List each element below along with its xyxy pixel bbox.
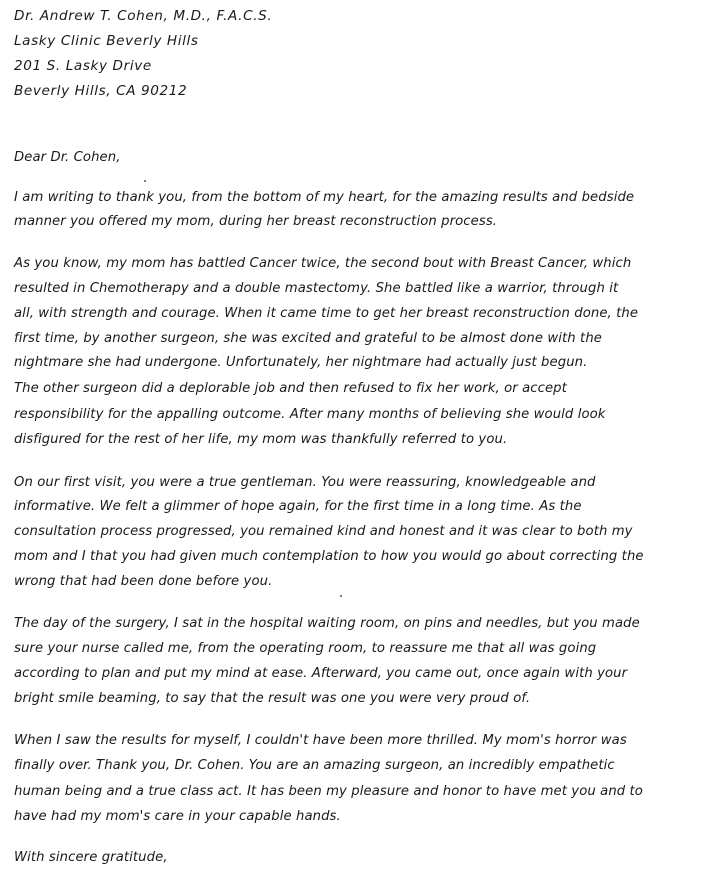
- paragraph-line: resulted in Chemotherapy and a double mastectomy. She battled like a warrior, through it: [14, 281, 619, 296]
- paragraph-line: When I saw the results for myself, I couldn't have been more thrilled. My mom's horror was: [14, 733, 627, 748]
- paragraph-line: nightmare she had undergone. Unfortunately, her nightmare had actually just begun.: [14, 355, 588, 370]
- paragraph-line: responsibility for the appalling outcome. After many months of believing she would look: [14, 407, 606, 422]
- paragraph-line: human being and a true class act. It has been my pleasure and honor to have met you and to: [14, 784, 643, 799]
- paragraph-line: bright smile beaming, to say that the result was one you were very proud of.: [14, 691, 531, 706]
- paragraph-line: consultation process progressed, you remained kind and honest and it was clear to both my: [14, 524, 633, 539]
- recipient-name: Dr. Andrew T. Cohen, M.D., F.A.C.S.: [14, 8, 273, 24]
- paragraph-line: As you know, my mom has battled Cancer twice, the second bout with Breast Cancer, which: [14, 256, 632, 271]
- paragraph-line: informative. We felt a glimmer of hope again, for the first time in a long time. As the: [14, 499, 582, 514]
- recipient-street: 201 S. Lasky Drive: [14, 58, 152, 74]
- paragraph-line: manner you offered my mom, during her breast reconstruction process.: [14, 214, 498, 229]
- scan-speck: [144, 180, 146, 182]
- paragraph-line: all, with strength and courage. When it came time to get her breast reconstruction done, the: [14, 306, 639, 321]
- paragraph-line: according to plan and put my mind at ease. Afterward, you came out, once again with your: [14, 666, 628, 681]
- closing: With sincere gratitude,: [14, 850, 168, 865]
- recipient-city: Beverly Hills, CA 90212: [14, 83, 188, 99]
- paragraph-line: have had my mom's care in your capable hands.: [14, 809, 341, 824]
- paragraph-line: The day of the surgery, I sat in the hospital waiting room, on pins and needles, but you made: [14, 616, 640, 631]
- recipient-clinic: Lasky Clinic Beverly Hills: [14, 33, 199, 49]
- paragraph-line: finally over. Thank you, Dr. Cohen. You are an amazing surgeon, an incredibly empathetic: [14, 758, 615, 773]
- paragraph-line: wrong that had been done before you.: [14, 574, 273, 589]
- paragraph-line: On our first visit, you were a true gentleman. You were reassuring, knowledgeable and: [14, 475, 596, 490]
- paragraph-line: mom and I that you had given much contemplation to how you would go about correcting the: [14, 549, 644, 564]
- paragraph-line: disfigured for the rest of her life, my mom was thankfully referred to you.: [14, 432, 508, 447]
- paragraph-line: sure your nurse called me, from the operating room, to reassure me that all was going: [14, 641, 597, 656]
- scan-speck: [340, 595, 342, 597]
- paragraph-line: I am writing to thank you, from the bottom of my heart, for the amazing results and bedside: [14, 190, 635, 205]
- paragraph-line: first time, by another surgeon, she was excited and grateful to be almost done with the: [14, 331, 602, 346]
- paragraph-line: The other surgeon did a deplorable job and then refused to fix her work, or accept: [14, 381, 567, 396]
- salutation: Dear Dr. Cohen,: [14, 150, 121, 165]
